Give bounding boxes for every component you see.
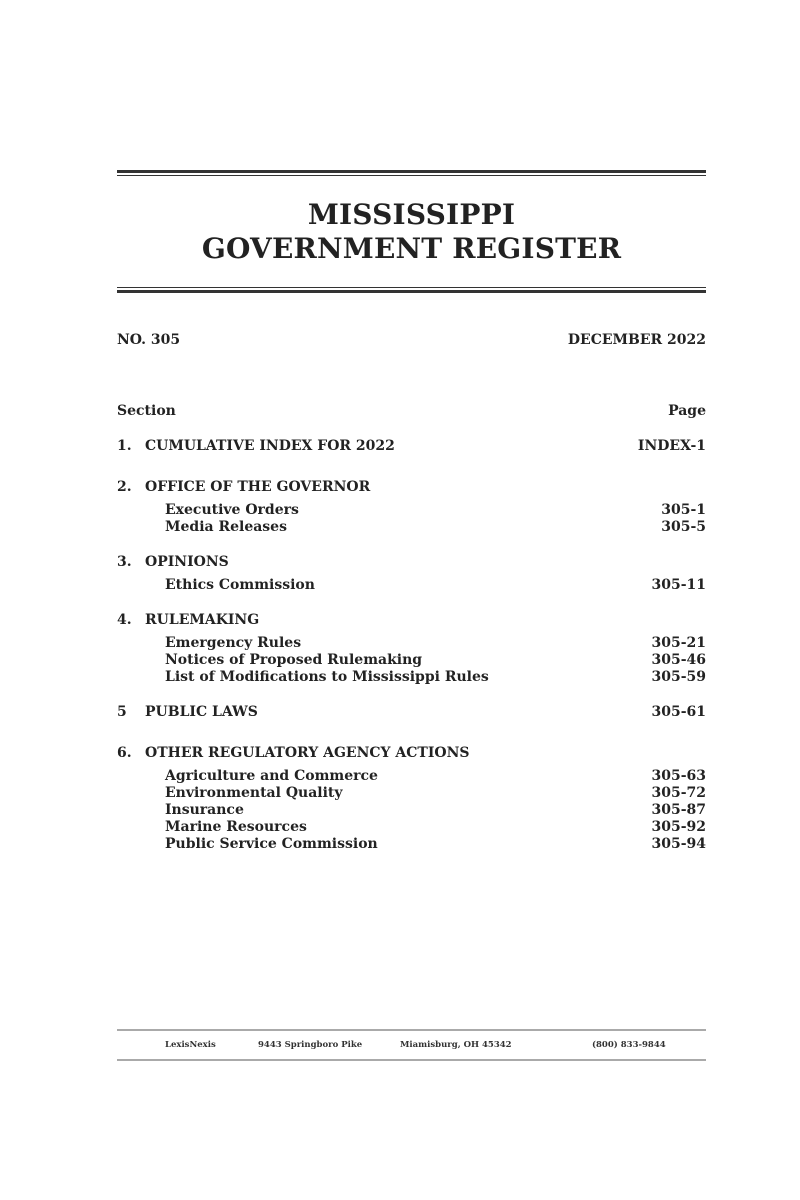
section-number: 2. (117, 479, 132, 495)
section-page: 305-61 (651, 704, 706, 720)
toc-entry (165, 768, 706, 785)
entry-title: Marine Resources (165, 819, 307, 835)
top-rule-thick (117, 170, 706, 173)
entry-page: 305-1 (661, 502, 706, 518)
toc-entry (165, 669, 706, 686)
section-title: OFFICE OF THE GOVERNOR (145, 479, 371, 495)
entry-title: Ethics Commission (165, 577, 315, 593)
toc-entry (165, 577, 706, 594)
section-title: CUMULATIVE INDEX FOR 2022 (145, 438, 395, 454)
entry-page: 305-46 (651, 652, 706, 668)
toc-section (117, 612, 706, 630)
entry-page: 305-72 (651, 785, 706, 801)
toc-entry (165, 502, 706, 519)
entry-title: Notices of Proposed Rulemaking (165, 652, 423, 668)
entry-page: 305-5 (661, 519, 706, 535)
toc-entry (165, 802, 706, 819)
toc-section (117, 704, 706, 722)
entry-title: Agriculture and Commerce (165, 768, 378, 784)
entry-title: Environmental Quality (165, 785, 343, 801)
section-number: 1. (117, 438, 132, 454)
footer-city: Miamisburg, OH 45342 (400, 1040, 512, 1050)
footer-rule-bottom (117, 1059, 706, 1061)
entry-title: Emergency Rules (165, 635, 302, 651)
toc-entry (165, 635, 706, 652)
toc-entry (165, 819, 706, 836)
toc-section (117, 438, 706, 456)
entry-title: Public Service Commission (165, 836, 378, 852)
section-title: OTHER REGULATORY AGENCY ACTIONS (145, 745, 470, 761)
entry-title: Media Releases (165, 519, 287, 535)
footer-street: 9443 Springboro Pike (258, 1040, 363, 1050)
masthead-rule-thin (117, 287, 706, 288)
section-number: 4. (117, 612, 132, 628)
entry-page: 305-63 (651, 768, 706, 784)
footer-phone: (800) 833-9844 (592, 1040, 666, 1050)
toc-entry (165, 836, 706, 853)
section-title: PUBLIC LAWS (145, 704, 258, 720)
entry-page: 305-59 (651, 669, 706, 685)
section-page: INDEX-1 (637, 438, 706, 454)
toc-entry (165, 652, 706, 669)
top-rule-thin (117, 175, 706, 176)
entry-page: 305-87 (651, 802, 706, 818)
section-number: 5 (117, 704, 127, 720)
issue-number: NO. 305 (117, 332, 181, 348)
section-title: RULEMAKING (145, 612, 260, 628)
section-number: 3. (117, 554, 132, 570)
toc-entry (165, 519, 706, 536)
masthead-rule-thick (117, 290, 706, 293)
section-title: OPINIONS (145, 554, 229, 570)
entry-page: 305-21 (651, 635, 706, 651)
entry-page: 305-92 (651, 819, 706, 835)
entry-title: Insurance (165, 802, 244, 818)
section-number: 6. (117, 745, 132, 761)
toc-section (117, 479, 706, 497)
publication-title-line-1: MISSISSIPPI (307, 198, 516, 231)
publication-title-line-2: GOVERNMENT REGISTER (201, 232, 622, 265)
toc-entry (165, 785, 706, 802)
entry-title: Executive Orders (165, 502, 299, 518)
footer-publisher: LexisNexis (165, 1040, 216, 1050)
toc-section-header: Section (117, 403, 176, 419)
toc-page-header: Page (668, 403, 706, 419)
footer-rule-top (117, 1029, 706, 1031)
toc-section (117, 745, 706, 763)
issue-date: DECEMBER 2022 (567, 332, 706, 348)
entry-title: List of Modifications to Mississippi Rules (165, 669, 489, 685)
entry-page: 305-94 (651, 836, 706, 852)
toc-section (117, 554, 706, 572)
entry-page: 305-11 (651, 577, 706, 593)
